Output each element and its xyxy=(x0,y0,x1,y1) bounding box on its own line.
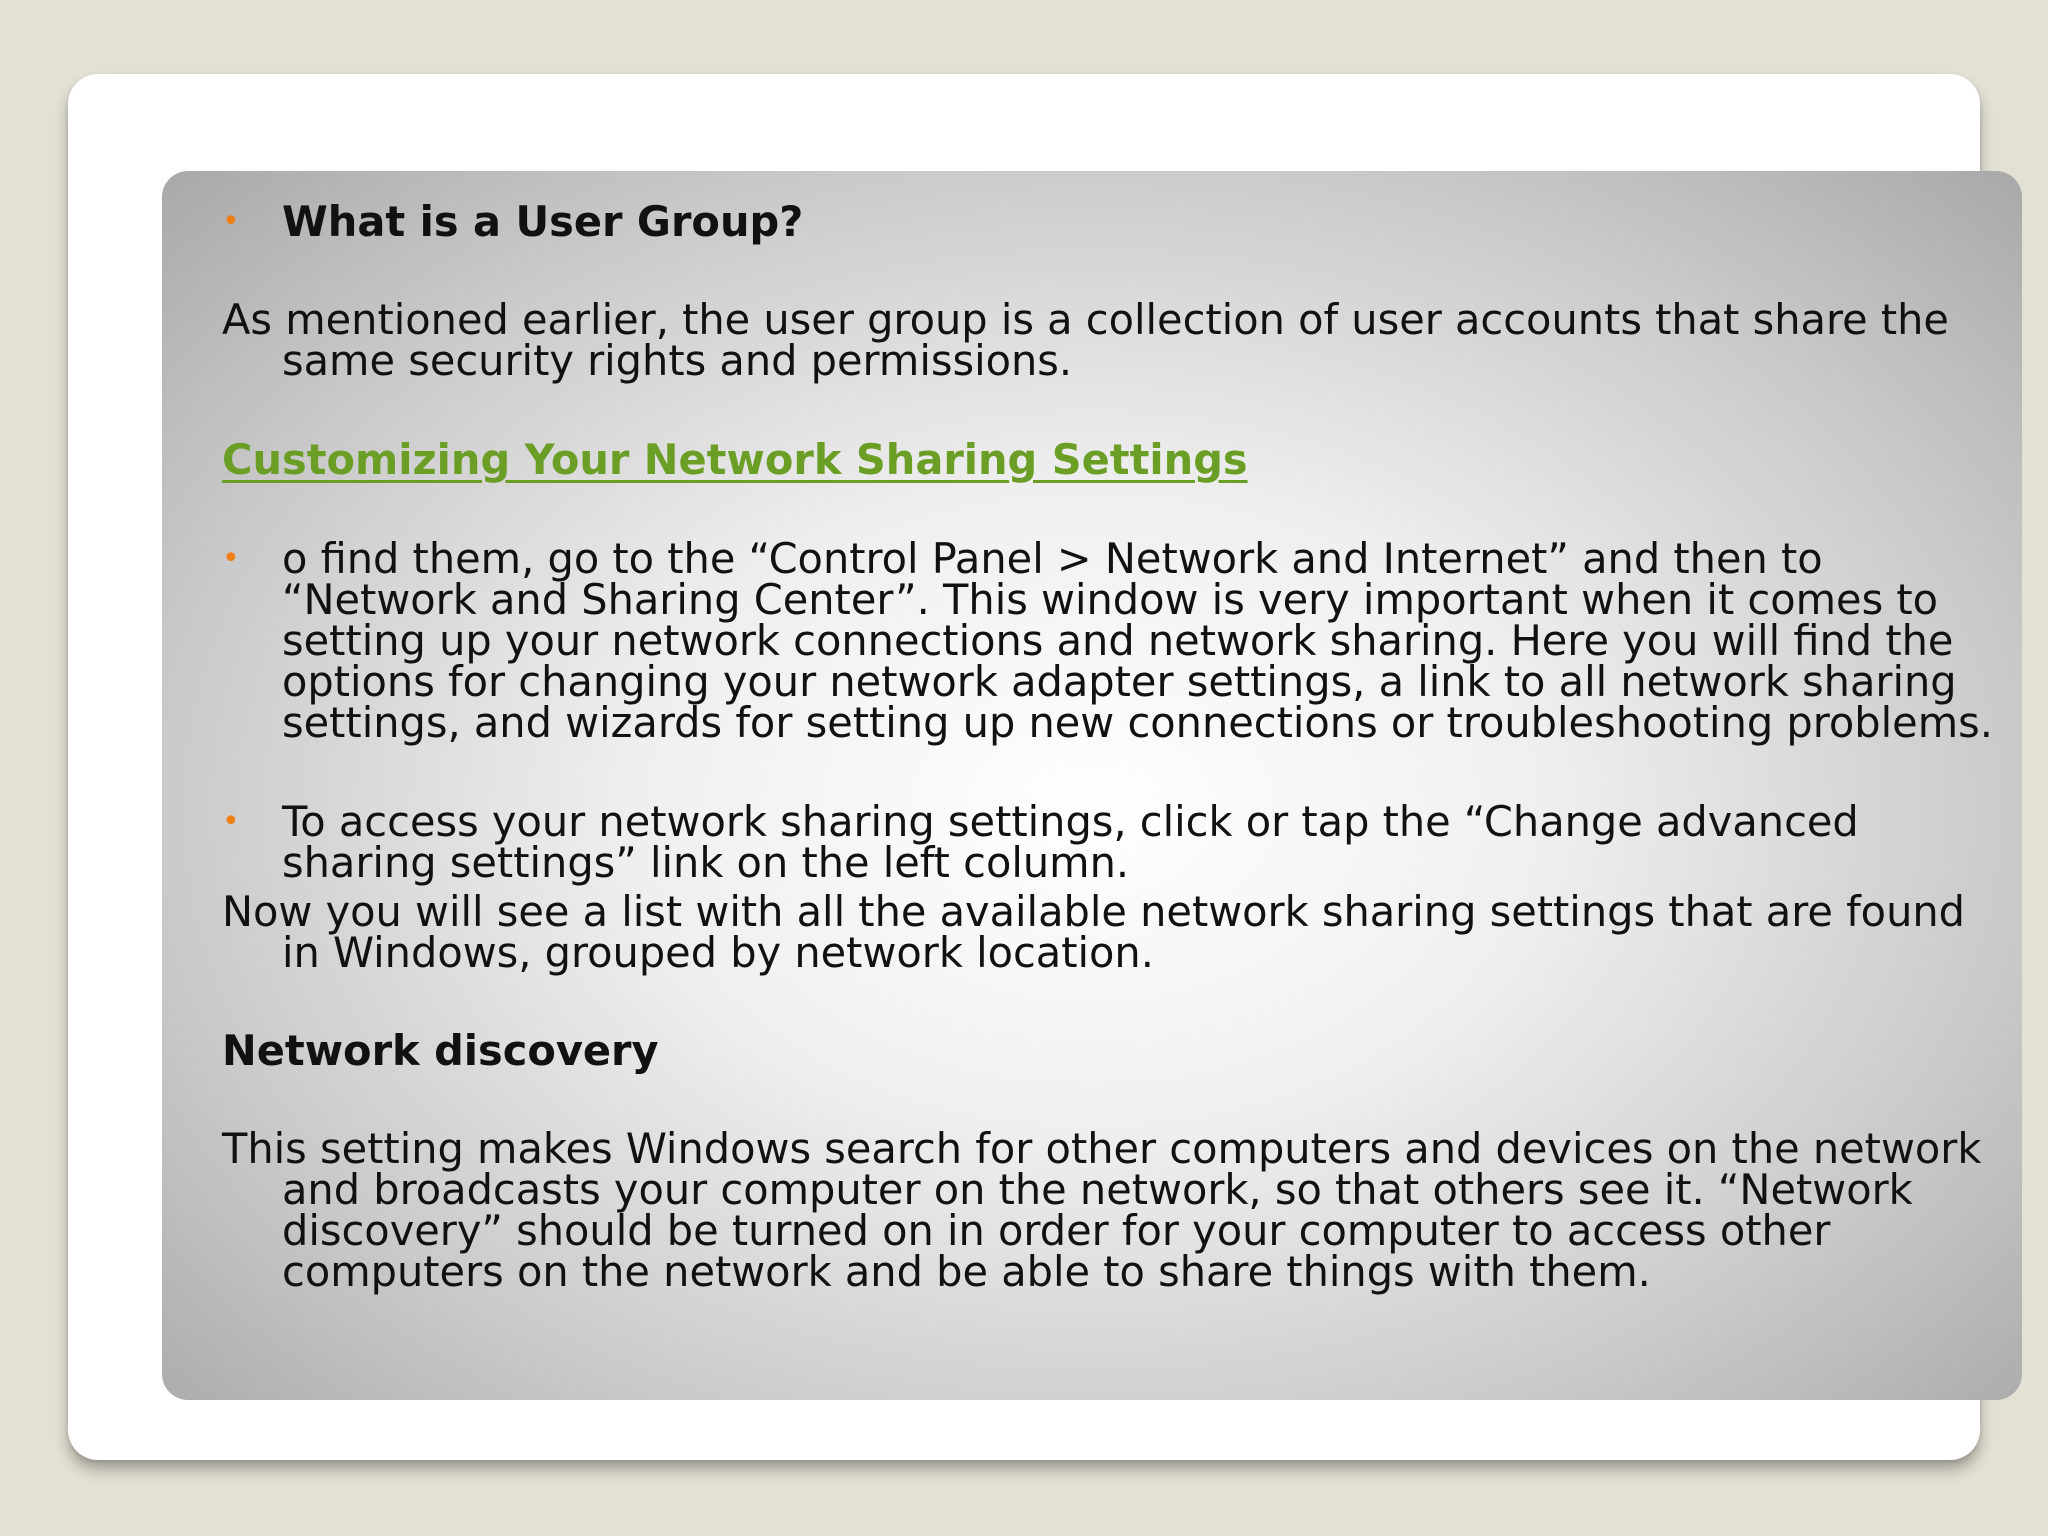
network-sharing-settings-link[interactable]: Customizing Your Network Sharing Settings xyxy=(222,435,1248,484)
access-settings-text: To access your network sharing settings, click or tap the “Change advanced sharing settings” link on the left column. xyxy=(282,797,1859,887)
link-row xyxy=(222,435,2012,484)
network-discovery-heading: Network discovery xyxy=(222,1026,659,1075)
slide-frame xyxy=(68,74,1993,1460)
list-paragraph: Now you will see a list with all the available network sharing settings that are found in Windows, grouped by network location. xyxy=(222,887,1966,977)
user-group-heading: What is a User Group? xyxy=(282,197,804,246)
bullet-heading-user-group xyxy=(222,197,2012,246)
network-discovery-paragraph: This setting makes Windows search for other computers and devices on the network and broadcasts your computer on the network, so that others see it. “Network discovery” should be turned on in order for your computer to access other computers on the network and be able to share things with them. xyxy=(222,1124,1982,1296)
bullet-dot-icon: • xyxy=(222,204,240,239)
bullet-find-settings xyxy=(222,534,2012,747)
find-settings-text: o find them, go to the “Control Panel > Network and Internet” and then to “Network and Sharing Center”. This window is very important when it comes to setting up your network connections and network sharing. Here you will find the options for changing your network adapter settings, a link to all network sharing settings, and wizards for setting up new connections or troubleshooting problems. xyxy=(282,534,1993,747)
intro-paragraph: As mentioned earlier, the user group is a collection of user accounts that share the same security rights and permissions. xyxy=(222,295,1949,385)
slide-content-panel xyxy=(162,171,2022,1400)
bullet-access-settings xyxy=(222,797,2012,887)
slide-text-body xyxy=(222,197,2012,1296)
bullet-dot-icon: • xyxy=(222,804,240,839)
bullet-dot-icon: • xyxy=(222,541,240,576)
